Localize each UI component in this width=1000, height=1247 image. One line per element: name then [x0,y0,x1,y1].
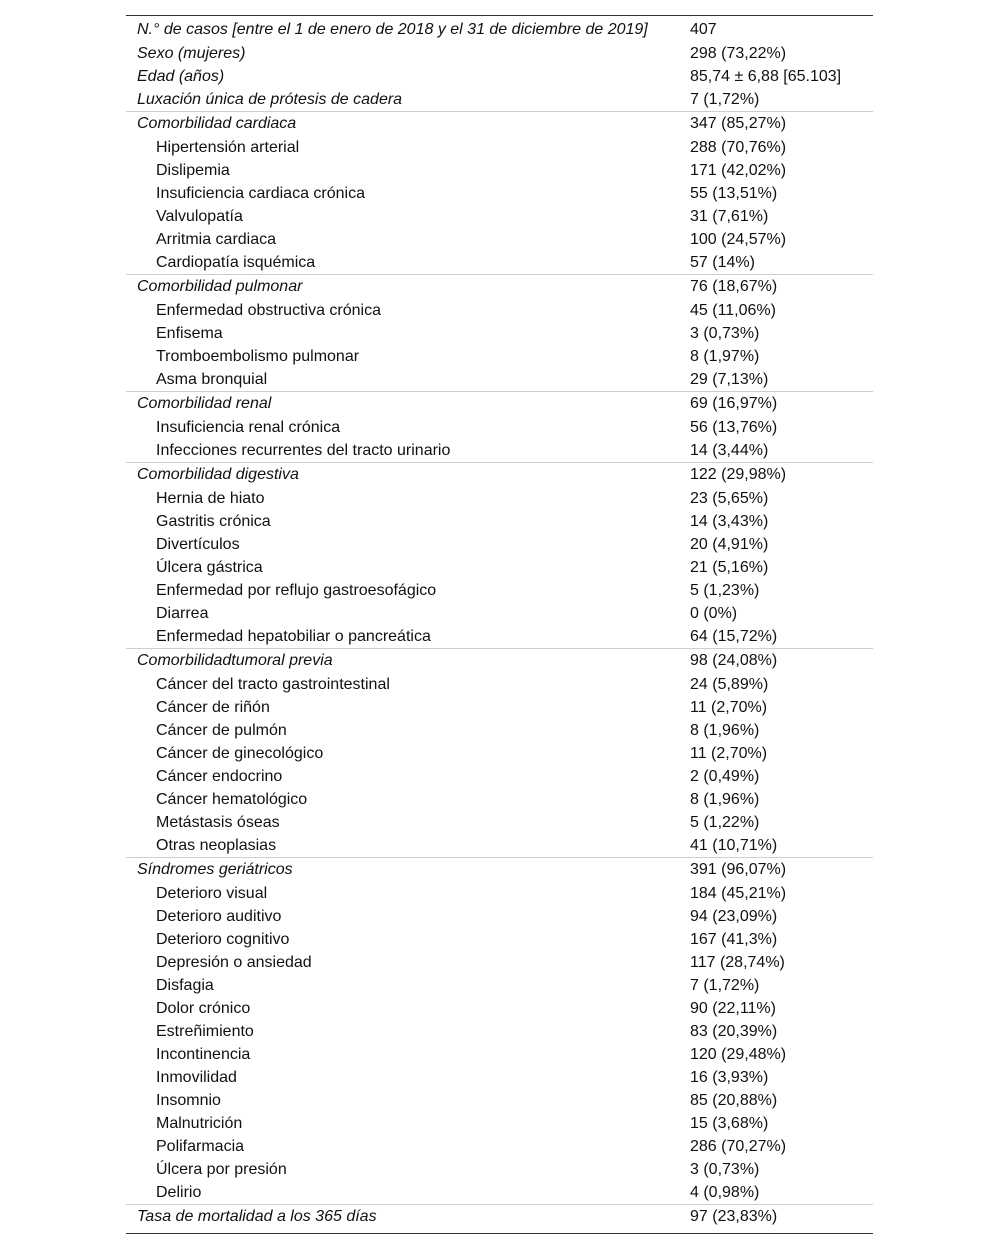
table-row-subitem [126,742,873,765]
row-value: 117 (28,74%) [690,953,785,971]
row-label: Valvulopatía [156,207,243,225]
table-row-subitem [126,696,873,719]
table-row-subitem [126,556,873,579]
table-row-subitem [126,1043,873,1066]
table-row-subitem [126,1066,873,1089]
table-row-subitem [126,602,873,625]
row-label: Insuficiencia cardiaca crónica [156,184,365,202]
table-row-subitem [126,1158,873,1181]
table-row-category [126,88,873,111]
table-row-subitem [126,673,873,696]
row-label: Enfermedad por reflujo gastroesofágico [156,581,437,599]
row-value: 2 (0,49%) [690,767,760,785]
row-label: Estreñimiento [156,1022,254,1040]
row-label: Incontinencia [156,1045,251,1063]
row-value: 8 (1,96%) [690,790,760,808]
table-row-subitem [126,1135,873,1158]
row-value: 69 (16,97%) [690,395,778,412]
row-value: 45 (11,06%) [690,301,776,319]
table-row-subitem [126,205,873,228]
row-value: 21 (5,16%) [690,558,769,576]
table-row-subitem [126,1020,873,1043]
table-row-subitem [126,928,873,951]
row-value: 29 (7,13%) [690,370,769,388]
row-value: 288 (70,76%) [690,138,787,156]
row-value: 0 (0%) [690,604,738,622]
row-label: Deterioro cognitivo [156,930,290,948]
table-row-subitem [126,368,873,391]
table-row-subitem [126,788,873,811]
row-label: Cáncer de ginecológico [156,744,324,762]
table-row-subitem [126,416,873,439]
table-row-category [126,462,873,487]
row-label: N.° de casos [entre el 1 de enero de 2018 y el 31 de diciembre de 2019] [137,21,648,38]
table-row-subitem [126,1181,873,1204]
table-row-subitem [126,1089,873,1112]
row-label: Comorbilidad pulmonar [137,278,303,295]
row-label: Polifarmacia [156,1137,245,1155]
row-label: Diarrea [156,604,209,622]
table-row-category [126,111,873,136]
row-value: 122 (29,98%) [690,466,787,483]
table-row-subitem [126,1112,873,1135]
table-row-subitem [126,322,873,345]
table-row-subitem [126,510,873,533]
row-value: 64 (15,72%) [690,627,778,645]
row-value: 407 [690,21,717,38]
table-row-category [126,857,873,882]
row-value: 57 (14%) [690,253,755,271]
row-value: 14 (3,43%) [690,512,769,530]
row-label: Cáncer endocrino [156,767,283,785]
row-label: Dislipemia [156,161,230,179]
row-value: 298 (73,22%) [690,44,787,62]
table-row-subitem [126,765,873,788]
row-label: Cáncer de pulmón [156,721,287,739]
row-value: 76 (18,67%) [690,278,778,295]
table-row-subitem [126,905,873,928]
row-label: Edad (años) [137,67,225,85]
row-label: Disfagia [156,976,214,994]
row-value: 391 (96,07%) [690,861,787,878]
table-row-category [126,1204,873,1229]
table-row-category [126,648,873,673]
table-row-subitem [126,811,873,834]
row-label: Cáncer del tracto gastrointestinal [156,675,390,693]
row-label: Hernia de hiato [156,489,265,507]
table-row-subitem [126,136,873,159]
row-value: 8 (1,96%) [690,721,760,739]
row-value: 167 (41,3%) [690,930,778,948]
row-value: 8 (1,97%) [690,347,760,365]
table-row-subitem [126,251,873,274]
row-label: Deterioro auditivo [156,907,282,925]
row-value: 184 (45,21%) [690,884,787,902]
table-row-subitem [126,719,873,742]
table-row-category [126,391,873,416]
table-row-category [126,18,873,42]
row-value: 85,74 ± 6,88 [65.103] [690,67,842,85]
table-row-subitem [126,228,873,251]
row-label: Comorbilidad digestiva [137,466,299,483]
row-label: Divertículos [156,535,240,553]
row-label: Úlcera gástrica [156,558,263,576]
row-value: 347 (85,27%) [690,115,787,132]
row-value: 23 (5,65%) [690,489,769,507]
row-label: Úlcera por presión [156,1160,287,1178]
row-value: 98 (24,08%) [690,652,778,669]
row-value: 11 (2,70%) [690,744,768,762]
row-value: 4 (0,98%) [690,1183,760,1201]
table-row-category [126,274,873,299]
row-label: Luxación única de prótesis de cadera [137,90,403,108]
table-row-subitem [126,625,873,648]
table-row-subitem [126,997,873,1020]
row-label: Tasa de mortalidad a los 365 días [137,1208,377,1225]
table-row-subitem [126,439,873,462]
row-value: 94 (23,09%) [690,907,778,925]
row-label: Delirio [156,1183,202,1201]
table-row-subitem [126,487,873,510]
row-value: 20 (4,91%) [690,535,769,553]
row-label: Sexo (mujeres) [137,44,246,62]
table-row-subitem [126,834,873,857]
row-label: Inmovilidad [156,1068,237,1086]
table-row-subitem [126,182,873,205]
row-label: Síndromes geriátricos [137,861,293,878]
row-value: 7 (1,72%) [690,90,760,108]
row-value: 11 (2,70%) [690,698,768,716]
row-label: Insomnio [156,1091,221,1109]
table-row-subitem [126,974,873,997]
row-label: Cáncer de riñón [156,698,270,716]
row-label: Metástasis óseas [156,813,280,831]
row-value: 56 (13,76%) [690,418,778,436]
table-row-subitem [126,345,873,368]
table-row-subitem [126,533,873,556]
row-value: 100 (24,57%) [690,230,787,248]
row-label: Hipertensión arterial [156,138,300,156]
row-value: 83 (20,39%) [690,1022,778,1040]
row-label: Dolor crónico [156,999,251,1017]
row-value: 7 (1,72%) [690,976,760,994]
row-label: Cáncer hematológico [156,790,308,808]
row-label: Comorbilidad cardiaca [137,115,297,132]
row-label: Asma bronquial [156,370,268,388]
clinical-data-table [126,15,873,1234]
table-row-subitem [126,951,873,974]
table-row-category [126,65,873,88]
row-value: 41 (10,71%) [690,836,778,854]
table-row-subitem [126,579,873,602]
row-value: 15 (3,68%) [690,1114,769,1132]
row-value: 286 (70,27%) [690,1137,787,1155]
row-label: Otras neoplasias [156,836,277,854]
row-label: Arritmia cardiaca [156,230,277,248]
row-label: Tromboembolismo pulmonar [156,347,360,365]
table-row-subitem [126,159,873,182]
row-value: 31 (7,61%) [690,207,769,225]
table-row-category [126,42,873,65]
row-value: 90 (22,11%) [690,999,776,1017]
row-value: 120 (29,48%) [690,1045,787,1063]
table-row-subitem [126,299,873,322]
row-value: 16 (3,93%) [690,1068,769,1086]
row-label: Comorbilidadtumoral previa [137,652,333,669]
row-label: Deterioro visual [156,884,268,902]
row-value: 24 (5,89%) [690,675,769,693]
row-label: Enfermedad hepatobiliar o pancreática [156,627,431,645]
row-label: Depresión o ansiedad [156,953,312,971]
row-value: 3 (0,73%) [690,324,760,342]
row-value: 55 (13,51%) [690,184,778,202]
row-label: Enfermedad obstructiva crónica [156,301,381,319]
row-label: Gastritis crónica [156,512,271,530]
row-value: 85 (20,88%) [690,1091,778,1109]
row-label: Enfisema [156,324,223,342]
row-value: 5 (1,22%) [690,813,760,831]
row-label: Comorbilidad renal [137,395,272,412]
row-value: 14 (3,44%) [690,441,769,459]
row-value: 3 (0,73%) [690,1160,760,1178]
row-label: Insuficiencia renal crónica [156,418,341,436]
row-value: 5 (1,23%) [690,581,760,599]
row-label: Infecciones recurrentes del tracto urinario [156,441,451,459]
table-row-subitem [126,882,873,905]
row-label: Cardiopatía isquémica [156,253,316,271]
row-value: 171 (42,02%) [690,161,787,179]
row-value: 97 (23,83%) [690,1208,778,1225]
row-label: Malnutrición [156,1114,243,1132]
